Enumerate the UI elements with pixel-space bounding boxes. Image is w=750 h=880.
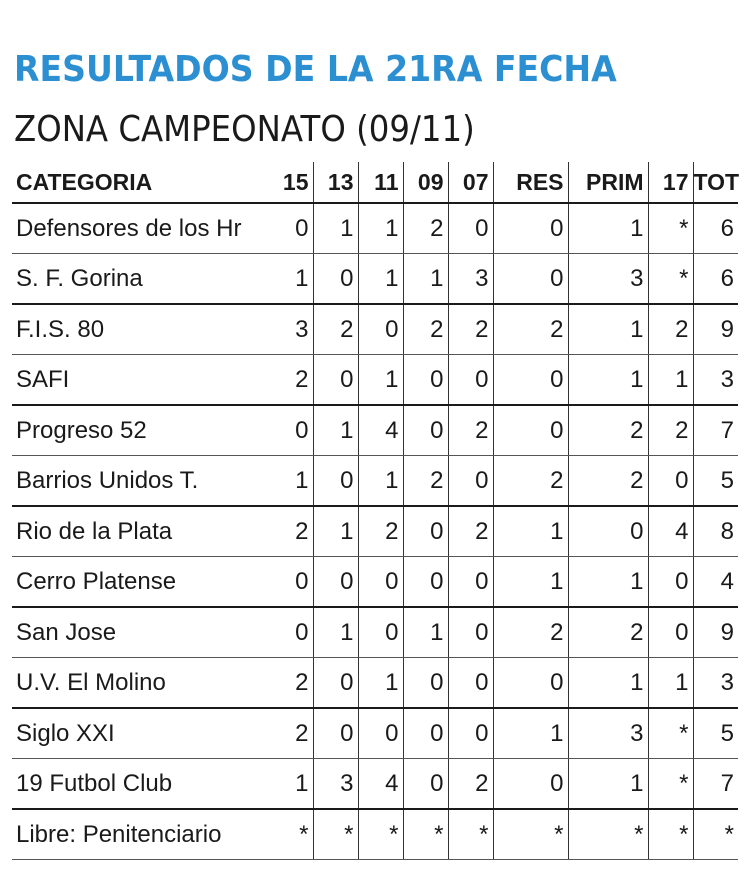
score-cell-col-13: 1 xyxy=(313,405,358,456)
score-cell-col-17: 0 xyxy=(648,456,693,507)
score-cell-col-tot: 3 xyxy=(693,658,738,709)
score-cell-col-res: 0 xyxy=(493,254,568,305)
score-cell-col-13: 0 xyxy=(313,658,358,709)
score-cell-col-15: 1 xyxy=(268,254,313,305)
score-cell-col-prim: 2 xyxy=(568,456,648,507)
score-cell-col-tot: 5 xyxy=(693,708,738,759)
score-cell-col-prim: 1 xyxy=(568,759,648,810)
header-row xyxy=(12,162,738,203)
score-cell-col-17: * xyxy=(648,203,693,254)
score-cell-col-09: 0 xyxy=(403,658,448,709)
table-row xyxy=(12,506,738,557)
score-cell-col-tot: 9 xyxy=(693,304,738,355)
score-cell-col-09: * xyxy=(403,809,448,860)
results-body xyxy=(12,203,738,860)
score-cell-col-15: 0 xyxy=(268,557,313,608)
team-name-cell: San Jose xyxy=(12,607,268,658)
score-cell-col-09: 1 xyxy=(403,254,448,305)
score-cell-col-07: 0 xyxy=(448,607,493,658)
score-cell-col-11: 4 xyxy=(358,405,403,456)
score-cell-col-res: 1 xyxy=(493,506,568,557)
score-cell-col-15: 1 xyxy=(268,456,313,507)
table-row xyxy=(12,658,738,709)
column-header-15: 15 xyxy=(268,162,313,203)
score-cell-col-res: 0 xyxy=(493,203,568,254)
table-row xyxy=(12,557,738,608)
score-cell-col-15: 2 xyxy=(268,658,313,709)
column-header-tot: TOT xyxy=(693,162,738,203)
score-cell-col-prim: 3 xyxy=(568,708,648,759)
score-cell-col-11: 0 xyxy=(358,304,403,355)
score-cell-col-res: 1 xyxy=(493,557,568,608)
score-cell-col-09: 1 xyxy=(403,607,448,658)
score-cell-col-tot: 3 xyxy=(693,355,738,406)
score-cell-col-11: 4 xyxy=(358,759,403,810)
score-cell-col-res: 1 xyxy=(493,708,568,759)
score-cell-col-17: 0 xyxy=(648,607,693,658)
score-cell-col-17: * xyxy=(648,809,693,860)
score-cell-col-15: 3 xyxy=(268,304,313,355)
score-cell-col-prim: 1 xyxy=(568,304,648,355)
score-cell-col-13: 3 xyxy=(313,759,358,810)
score-cell-col-09: 0 xyxy=(403,708,448,759)
score-cell-col-11: 2 xyxy=(358,506,403,557)
table-row xyxy=(12,355,738,406)
table-row xyxy=(12,759,738,810)
score-cell-col-res: 2 xyxy=(493,456,568,507)
score-cell-col-13: 0 xyxy=(313,254,358,305)
column-header-09: 09 xyxy=(403,162,448,203)
score-cell-col-res: 2 xyxy=(493,607,568,658)
score-cell-col-13: * xyxy=(313,809,358,860)
score-cell-col-prim: 1 xyxy=(568,203,648,254)
table-row xyxy=(12,456,738,507)
score-cell-col-07: 2 xyxy=(448,759,493,810)
score-cell-col-17: * xyxy=(648,254,693,305)
team-name-cell: SAFI xyxy=(12,355,268,406)
column-header-11: 11 xyxy=(358,162,403,203)
column-header-13: 13 xyxy=(313,162,358,203)
score-cell-col-07: 0 xyxy=(448,557,493,608)
score-cell-col-17: * xyxy=(648,759,693,810)
score-cell-col-07: 0 xyxy=(448,355,493,406)
score-cell-col-tot: 7 xyxy=(693,405,738,456)
score-cell-col-11: * xyxy=(358,809,403,860)
score-cell-col-13: 0 xyxy=(313,456,358,507)
score-cell-col-prim: 1 xyxy=(568,658,648,709)
score-cell-col-09: 0 xyxy=(403,405,448,456)
score-cell-col-07: 3 xyxy=(448,254,493,305)
score-cell-col-07: 0 xyxy=(448,708,493,759)
team-name-cell: S. F. Gorina xyxy=(12,254,268,305)
score-cell-col-tot: 5 xyxy=(693,456,738,507)
score-cell-col-09: 0 xyxy=(403,557,448,608)
team-name-cell: Defensores de los Hr xyxy=(12,203,268,254)
score-cell-col-prim: 0 xyxy=(568,506,648,557)
score-cell-col-07: 0 xyxy=(448,203,493,254)
score-cell-col-09: 0 xyxy=(403,355,448,406)
score-cell-col-tot: 6 xyxy=(693,254,738,305)
score-cell-col-17: 0 xyxy=(648,557,693,608)
column-header-07: 07 xyxy=(448,162,493,203)
team-name-cell: F.I.S. 80 xyxy=(12,304,268,355)
score-cell-col-07: 0 xyxy=(448,456,493,507)
score-cell-col-tot: 4 xyxy=(693,557,738,608)
score-cell-col-09: 0 xyxy=(403,759,448,810)
score-cell-col-15: 1 xyxy=(268,759,313,810)
team-name-cell: Barrios Unidos T. xyxy=(12,456,268,507)
score-cell-col-tot: * xyxy=(693,809,738,860)
table-row xyxy=(12,304,738,355)
score-cell-col-13: 1 xyxy=(313,506,358,557)
table-row xyxy=(12,254,738,305)
score-cell-col-tot: 6 xyxy=(693,203,738,254)
score-cell-col-prim: 2 xyxy=(568,405,648,456)
score-cell-col-09: 2 xyxy=(403,203,448,254)
score-cell-col-13: 1 xyxy=(313,203,358,254)
score-cell-col-11: 1 xyxy=(358,658,403,709)
score-cell-col-11: 1 xyxy=(358,203,403,254)
column-header-categoria: CATEGORIA xyxy=(12,162,268,203)
table-row xyxy=(12,809,738,860)
table-row xyxy=(12,203,738,254)
score-cell-col-15: 2 xyxy=(268,355,313,406)
score-cell-col-13: 0 xyxy=(313,708,358,759)
team-name-cell: Siglo XXI xyxy=(12,708,268,759)
score-cell-col-07: 0 xyxy=(448,658,493,709)
score-cell-col-09: 0 xyxy=(403,506,448,557)
score-cell-col-09: 2 xyxy=(403,456,448,507)
team-name-cell: Progreso 52 xyxy=(12,405,268,456)
score-cell-col-tot: 7 xyxy=(693,759,738,810)
team-name-cell: U.V. El Molino xyxy=(12,658,268,709)
table-row xyxy=(12,708,738,759)
score-cell-col-13: 0 xyxy=(313,557,358,608)
score-cell-col-15: 0 xyxy=(268,203,313,254)
score-cell-col-15: 2 xyxy=(268,708,313,759)
score-cell-col-11: 0 xyxy=(358,607,403,658)
score-cell-col-res: 0 xyxy=(493,405,568,456)
score-cell-col-11: 1 xyxy=(358,456,403,507)
team-name-cell: Cerro Platense xyxy=(12,557,268,608)
score-cell-col-prim: 2 xyxy=(568,607,648,658)
score-cell-col-res: 0 xyxy=(493,658,568,709)
team-name-cell: Rio de la Plata xyxy=(12,506,268,557)
score-cell-col-11: 1 xyxy=(358,254,403,305)
score-cell-col-res: 0 xyxy=(493,759,568,810)
score-cell-col-15: 0 xyxy=(268,607,313,658)
score-cell-col-09: 2 xyxy=(403,304,448,355)
score-cell-col-11: 0 xyxy=(358,708,403,759)
column-header-prim: PRIM xyxy=(568,162,648,203)
score-cell-col-17: * xyxy=(648,708,693,759)
column-header-res: RES xyxy=(493,162,568,203)
team-name-cell: Libre: Penitenciario xyxy=(12,809,268,860)
score-cell-col-17: 2 xyxy=(648,405,693,456)
score-cell-col-13: 1 xyxy=(313,607,358,658)
team-name-cell: 19 Futbol Club xyxy=(12,759,268,810)
score-cell-col-res: * xyxy=(493,809,568,860)
page-subtitle: ZONA CAMPEONATO (09/11) xyxy=(14,109,475,150)
score-cell-col-tot: 9 xyxy=(693,607,738,658)
table-row xyxy=(12,607,738,658)
score-cell-col-17: 2 xyxy=(648,304,693,355)
score-cell-col-prim: 1 xyxy=(568,355,648,406)
score-cell-col-07: 2 xyxy=(448,506,493,557)
score-cell-col-15: * xyxy=(268,809,313,860)
score-cell-col-11: 0 xyxy=(358,557,403,608)
score-cell-col-17: 1 xyxy=(648,355,693,406)
results-table xyxy=(12,162,738,860)
score-cell-col-prim: 3 xyxy=(568,254,648,305)
score-cell-col-15: 0 xyxy=(268,405,313,456)
score-cell-col-prim: * xyxy=(568,809,648,860)
score-cell-col-13: 2 xyxy=(313,304,358,355)
score-cell-col-res: 0 xyxy=(493,355,568,406)
score-cell-col-07: * xyxy=(448,809,493,860)
score-cell-col-07: 2 xyxy=(448,405,493,456)
score-cell-col-prim: 1 xyxy=(568,557,648,608)
score-cell-col-res: 2 xyxy=(493,304,568,355)
score-cell-col-17: 1 xyxy=(648,658,693,709)
column-header-17: 17 xyxy=(648,162,693,203)
score-cell-col-17: 4 xyxy=(648,506,693,557)
score-cell-col-15: 2 xyxy=(268,506,313,557)
table-row xyxy=(12,405,738,456)
page-title: RESULTADOS DE LA 21RA FECHA xyxy=(14,49,617,90)
score-cell-col-13: 0 xyxy=(313,355,358,406)
score-cell-col-11: 1 xyxy=(358,355,403,406)
score-cell-col-tot: 8 xyxy=(693,506,738,557)
score-cell-col-07: 2 xyxy=(448,304,493,355)
